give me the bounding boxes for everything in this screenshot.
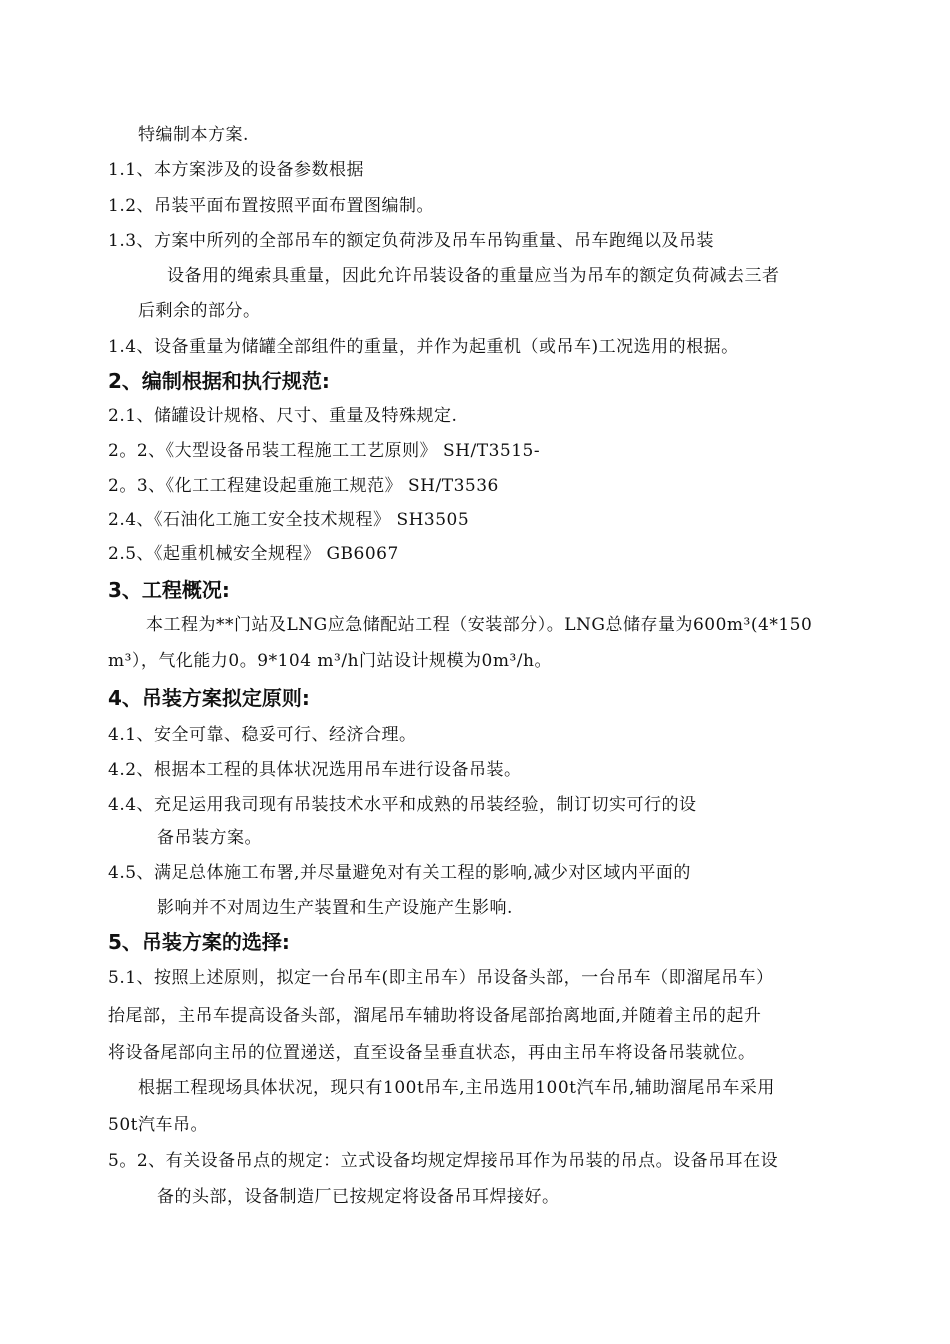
text-line: 2。2、《大型设备吊装工程施工工艺原则》 SH/T3515-: [108, 441, 541, 461]
text-line: 5.1、按照上述原则，拟定一台吊车(即主吊车）吊设备头部，一台吊车（即溜尾吊车）: [108, 968, 774, 988]
text-line: 后剩余的部分。: [138, 301, 261, 321]
text-line: 4.5、满足总体施工布署,并尽量避免对有关工程的影响,减少对区域内平面的: [108, 863, 691, 883]
text-line: 4.1、安全可靠、稳妥可行、经济合理。: [108, 725, 417, 745]
text-line: 2.1、储罐设计规格、尺寸、重量及特殊规定.: [108, 406, 458, 426]
section-heading: 5、吊装方案的选择:: [108, 930, 290, 954]
text-line: 根据工程现场具体状况，现只有100t吊车,主吊选用100t汽车吊,辅助溜尾吊车采用: [138, 1078, 775, 1098]
text-line: 2.5、《起重机械安全规程》 GB6067: [108, 544, 399, 564]
section-heading: 3、工程概况:: [108, 578, 230, 602]
section-heading: 2、编制根据和执行规范:: [108, 369, 330, 393]
text-line: m³），气化能力0。9*104 m³/h门站设计规模为0m³/h。: [108, 651, 552, 671]
text-line: 2。3、《化工工程建设起重施工规范》 SH/T3536: [108, 476, 499, 496]
text-line: 备吊装方案。: [157, 828, 262, 848]
text-line: 2.4、《石油化工施工安全技术规程》 SH3505: [108, 510, 470, 530]
text-line: 本工程为**门站及LNG应急储配站工程（安装部分）。LNG总储存量为600m³(4*150: [146, 615, 813, 635]
text-line: 设备用的绳索具重量，因此允许吊装设备的重量应当为吊车的额定负荷减去三者: [167, 266, 780, 286]
text-line: 1.4、设备重量为储罐全部组件的重量，并作为起重机（或吊车)工况选用的根据。: [108, 337, 739, 357]
text-line: 1.1、本方案涉及的设备参数根据: [108, 160, 365, 180]
text-line: 特编制本方案.: [138, 125, 249, 145]
section-heading: 4、吊装方案拟定原则:: [108, 686, 310, 710]
text-line: 影响并不对周边生产装置和生产设施产生影响.: [157, 898, 513, 918]
text-line: 抬尾部，主吊车提高设备头部，溜尾吊车辅助将设备尾部抬离地面,并随着主吊的起升: [108, 1006, 762, 1026]
text-line: 50t汽车吊。: [108, 1115, 208, 1135]
text-line: 1.3、方案中所列的全部吊车的额定负荷涉及吊车吊钩重量、吊车跑绳以及吊装: [108, 231, 715, 251]
text-line: 4.2、根据本工程的具体状况选用吊车进行设备吊装。: [108, 760, 522, 780]
text-line: 1.2、吊装平面布置按照平面布置图编制。: [108, 196, 435, 216]
text-line: 5。2、有关设备吊点的规定：立式设备均规定焊接吊耳作为吊装的吊点。设备吊耳在设: [108, 1151, 779, 1171]
text-line: 4.4、充足运用我司现有吊装技术水平和成熟的吊装经验，制订切实可行的设: [108, 795, 697, 815]
text-line: 将设备尾部向主吊的位置递送，直至设备呈垂直状态，再由主吊车将设备吊装就位。: [108, 1043, 756, 1063]
text-line: 备的头部，设备制造厂已按规定将设备吊耳焊接好。: [157, 1187, 560, 1207]
